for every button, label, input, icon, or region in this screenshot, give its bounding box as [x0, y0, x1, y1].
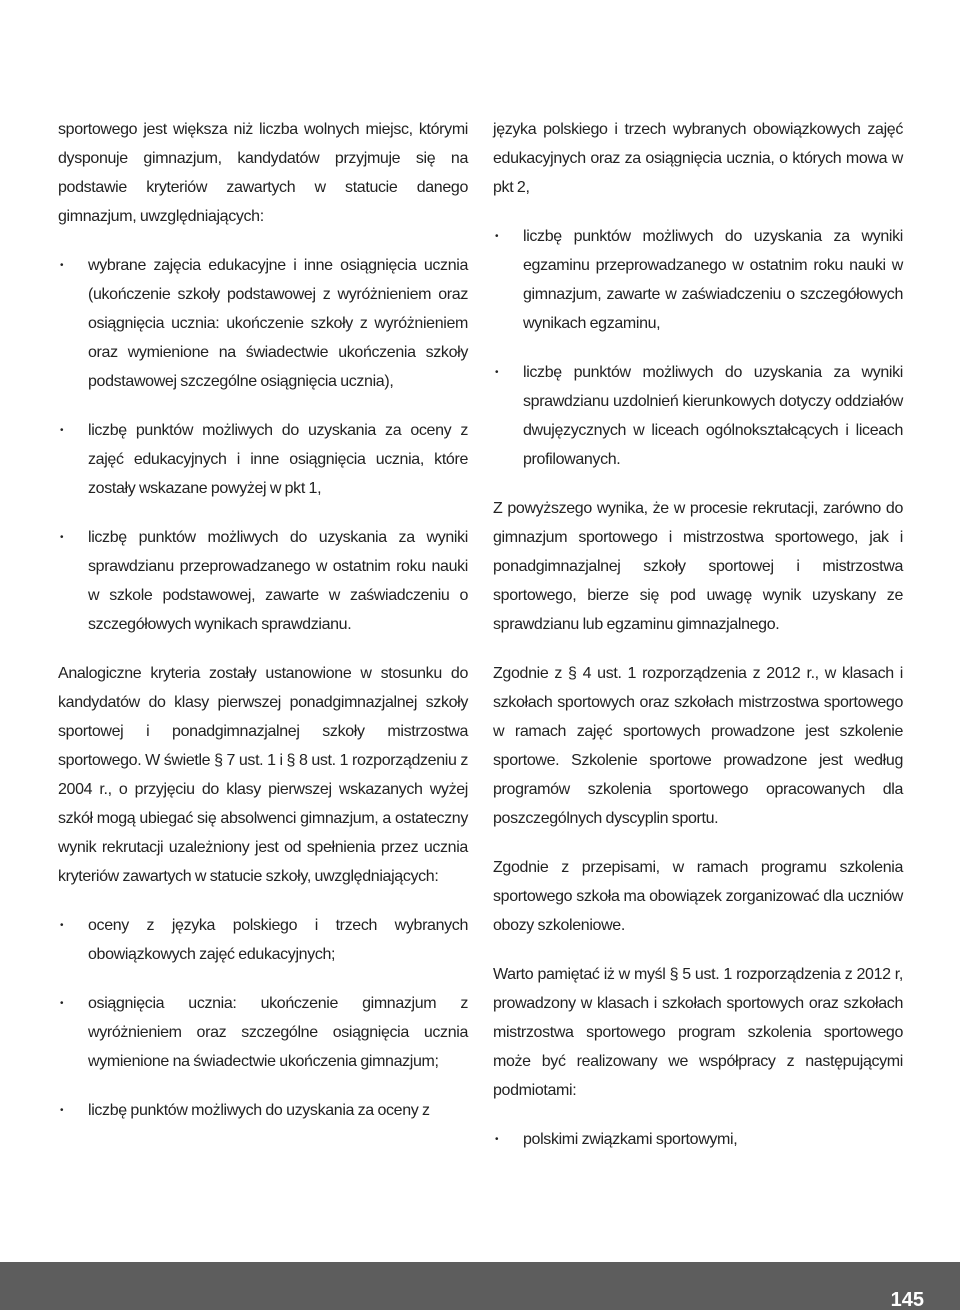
bullet-icon: • [60, 920, 64, 931]
list-item-text: oceny z języka polskiego i trzech wybranych obowiązkowych zajęć edukacyjnych; [88, 917, 468, 963]
list-item-text: polskimi związkami sportowymi, [523, 1131, 738, 1148]
criteria-list-gimnazjum [58, 251, 468, 639]
list-item [493, 358, 903, 474]
training-camps-paragraph: Zgodnie z przepisami, w ramach programu szkolenia sportowego szkoła ma obowiązek zorganizować dla uczniów obozy szkoleniowe. [493, 859, 903, 934]
page-number: 145 [890, 1289, 924, 1311]
list-item [493, 222, 903, 338]
list-item-text: osiągnięcia ucznia: ukończenie gimnazjum z wyróżnieniem oraz szczególne osiągnięcia ucznia wymienione na świadectwie ukończenia gimnazjum; [88, 995, 468, 1070]
criteria-list-continued [493, 222, 903, 474]
intro-paragraph: sportowego jest większa niż liczba wolnych miejsc, którymi dysponuje gimnazjum, kandydatów przyjmuje się na podstawie kryteriów zawartych w statucie danego gimnazjum, uwzględniających: [58, 121, 468, 225]
bullet-icon: • [60, 1105, 64, 1116]
list-item [493, 1125, 903, 1154]
list-item [58, 1096, 468, 1125]
left-column [58, 115, 468, 1145]
list-item-text: liczbę punktów możliwych do uzyskania za wyniki sprawdzianu przeprowadzanego w ostatnim roku nauki w szkole podstawowej, zawarte w zaświadczeniu o szczegółowych wynikach sprawdzianu. [88, 529, 468, 633]
list-item [58, 251, 468, 396]
list-item-text: liczbę punktów możliwych do uzyskania za wyniki egzaminu przeprowadzanego w ostatnim roku nauki w gimnazjum, zawarte w zaświadczeniu o szczegółowych wynikach egzaminu, [523, 228, 903, 332]
list-item-text: wybrane zajęcia edukacyjne i inne osiągnięcia ucznia (ukończenie szkoły podstawowej z wyróżnieniem oraz osiągnięcia ucznia: ukończenie szkoły z wyróżnieniem oraz wymienione na świadectwie ukończenia szkoły podstawowej szczególne osiągnięcia ucznia), [88, 257, 468, 390]
right-column [493, 115, 903, 1174]
list-item-text: liczbę punktów możliwych do uzyskania za oceny z [88, 1102, 430, 1119]
bullet-icon: • [495, 367, 499, 378]
list-item [58, 989, 468, 1076]
footer-bar [0, 1262, 960, 1310]
list-item [58, 523, 468, 639]
analogous-criteria-paragraph: Analogiczne kryteria zostały ustanowione w stosunku do kandydatów do klasy pierwszej ponadgimnazjalnej szkoły sportowej i ponadgimnazjalnej szkoły mistrzostwa sportowego. W świetle § 7 ust. 1 i § 8 ust. 1 rozporządzeniu z 2004 r., o przyjęciu do klasy pierwszej wskazanych wyżej szkół mogą ubiegać się absolwenci gimnazjum, a ostateczny wynik rekrutacji uzależniony jest od spełnienia przez ucznia kryteriów zawartych w statucie szkoły, uwzględniających: [58, 665, 468, 885]
cooperation-paragraph: Warto pamiętać iż w myśl § 5 ust. 1 rozporządzenia z 2012 r, prowadzony w klasach i szkołach sportowych oraz szkołach mistrzostwa sportowego program szkolenia sportowego może być realizowany we współpracy z następującymi podmiotami: [493, 966, 903, 1099]
continuation-paragraph: języka polskiego i trzech wybranych obowiązkowych zajęć edukacyjnych oraz za osiągnięcia ucznia, o których mowa w pkt 2, [493, 121, 903, 196]
list-item [58, 911, 468, 969]
list-item-text: liczbę punktów możliwych do uzyskania za wyniki sprawdzianu uzdolnień kierunkowych dotyczy oddziałów dwujęzycznych w liceach ogólnokształcących i liceach profilowanych. [523, 364, 903, 468]
list-item-text: liczbę punktów możliwych do uzyskania za oceny z zajęć edukacyjnych i inne osiągnięcia ucznia, które zostały wskazane powyżej w pkt 1, [88, 422, 468, 497]
bullet-icon: • [60, 998, 64, 1009]
list-item [58, 416, 468, 503]
bullet-icon: • [495, 231, 499, 242]
bullet-icon: • [60, 260, 64, 271]
bullet-icon: • [60, 532, 64, 543]
conclusion-paragraph: Z powyższego wynika, że w procesie rekrutacji, zarówno do gimnazjum sportowego i mistrzostwa sportowego, jak i ponadgimnazjalnej szkoły sportowej i mistrzostwa sportowego, bierze się pod uwagę wynik uzyskany ze sprawdzianu lub egzaminu gimnazjalnego. [493, 500, 903, 633]
criteria-list-ponadgimnazjalne [58, 911, 468, 1125]
bullet-icon: • [60, 425, 64, 436]
training-paragraph: Zgodnie z § 4 ust. 1 rozporządzenia z 2012 r., w klasach i szkołach sportowych oraz szkołach mistrzostwa sportowego w ramach zajęć sportowych prowadzone jest szkolenie sportowe. Szkolenie sportowe prowadzone jest według programów szkolenia sportowego opracowanych dla poszczególnych dyscyplin sportu. [493, 665, 903, 827]
bullet-icon: • [495, 1134, 499, 1145]
partners-list [493, 1125, 903, 1154]
